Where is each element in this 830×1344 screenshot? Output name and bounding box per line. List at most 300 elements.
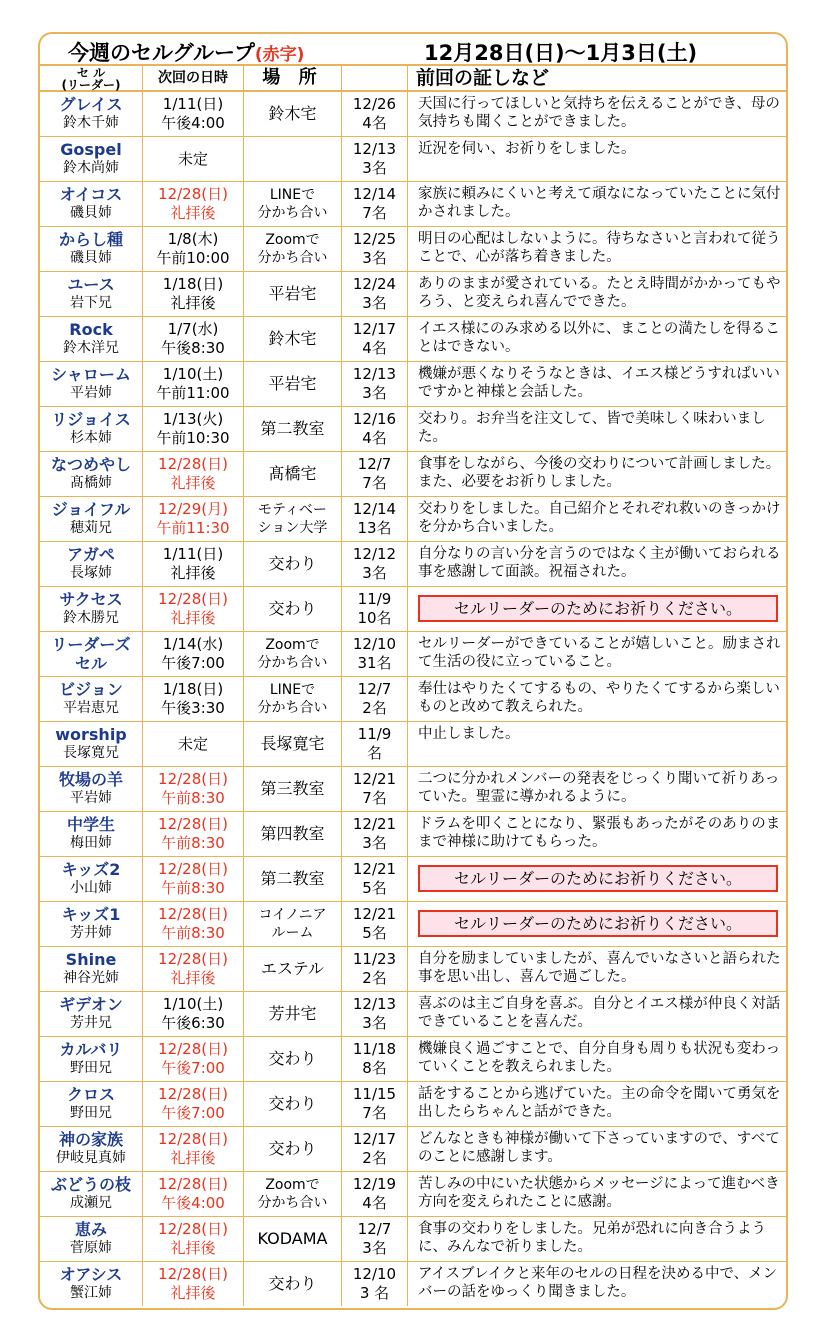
table-row <box>40 452 786 497</box>
last-meeting-cell <box>342 1217 408 1261</box>
group-name: Shine <box>65 950 117 969</box>
last-date: 12/21 <box>352 815 397 833</box>
next-meeting-cell <box>143 227 244 271</box>
next-time: 午前8:30 <box>161 879 225 897</box>
place: エステル <box>261 959 324 978</box>
next-meeting-cell <box>143 1262 244 1306</box>
notes-cell <box>408 182 788 226</box>
group-cell <box>40 1262 143 1306</box>
next-time: 礼拝後 <box>170 1149 216 1167</box>
table-row <box>40 992 786 1037</box>
last-date: 11/15 <box>352 1085 397 1103</box>
table-row <box>40 1262 786 1307</box>
last-date: 12/10 <box>352 1265 397 1283</box>
next-meeting-cell <box>143 812 244 856</box>
last-meeting-cell <box>342 902 408 946</box>
next-date: 1/13(火) <box>162 410 224 428</box>
group-cell <box>40 1127 143 1171</box>
last-meeting-cell <box>342 317 408 361</box>
group-name: アガペ <box>67 545 115 564</box>
place-line1: LINEで <box>269 682 316 698</box>
group-cell <box>40 497 143 541</box>
testimony-note: 食事をしながら、今後の交わりについて計画しました。また、必要をお祈りしました。 <box>418 456 781 490</box>
group-cell <box>40 182 143 226</box>
table-row <box>40 362 786 407</box>
header-cell-leader: セ ル (リーダー) <box>40 66 143 90</box>
place-cell <box>244 767 342 811</box>
place-cell <box>244 497 342 541</box>
last-meeting-cell <box>342 812 408 856</box>
next-date: 12/28(日) <box>158 815 228 833</box>
next-time: 午前11:30 <box>156 519 230 537</box>
place: KODAMA <box>257 1229 328 1248</box>
table-row <box>40 857 786 902</box>
last-meeting-cell <box>342 677 408 721</box>
notes-cell <box>408 542 788 586</box>
group-cell <box>40 362 143 406</box>
last-meeting-cell <box>342 227 408 271</box>
table-row <box>40 182 786 227</box>
last-attendance: 5名 <box>362 879 387 897</box>
place-line2: 分かち合い <box>257 700 328 716</box>
group-name: worship <box>55 725 127 744</box>
last-date: 12/7 <box>357 680 392 698</box>
group-cell <box>40 407 143 451</box>
last-attendance: 2名 <box>362 1149 387 1167</box>
place: 鈴木宅 <box>268 104 317 123</box>
place-line2: ルーム <box>271 925 314 941</box>
group-cell <box>40 1082 143 1126</box>
table-row <box>40 1037 786 1082</box>
group-name: ビジョン <box>59 680 123 699</box>
group-name: ぶどうの枝 <box>50 1175 131 1194</box>
testimony-note: 機嫌良く過ごすことで、自分自身も周りも状況も変わっていくことを教えられました。 <box>418 1041 781 1075</box>
last-attendance: 名 <box>366 744 382 762</box>
last-date: 11/9 <box>357 590 392 608</box>
place: 長塚寛宅 <box>260 734 325 753</box>
group-cell <box>40 542 143 586</box>
notes-cell <box>408 497 788 541</box>
next-time: 午後7:00 <box>161 1104 225 1122</box>
next-meeting-cell <box>143 767 244 811</box>
testimony-note: 奉仕はやりたくてするもの、やりたくてするから楽しいものと改めて教えられた。 <box>418 681 780 715</box>
testimony-note: どんなときも神様が働いて下さっていますので、すべてのことに感謝します。 <box>418 1131 780 1165</box>
table-row <box>40 722 786 767</box>
column-header-row <box>40 66 786 92</box>
last-meeting-cell <box>342 1082 408 1126</box>
leader-name: 芳井姉 <box>70 925 112 941</box>
last-attendance: 3名 <box>362 159 387 177</box>
next-date: 12/28(日) <box>158 1085 228 1103</box>
next-date: 12/28(日) <box>158 1265 228 1283</box>
notes-cell <box>408 272 788 316</box>
place: 第二教室 <box>260 869 325 888</box>
header-last-count <box>342 66 408 90</box>
notes-cell <box>408 317 788 361</box>
place-cell <box>244 992 342 1036</box>
page-title: 今週のセルグループ(赤字) <box>68 41 305 65</box>
place-cell <box>244 407 342 451</box>
next-meeting-cell <box>143 497 244 541</box>
next-time: 午前8:30 <box>161 924 225 942</box>
leader-name: 蟹江姉 <box>70 1285 112 1301</box>
table-row <box>40 1172 786 1217</box>
notes-cell <box>408 902 788 946</box>
last-date: 12/7 <box>357 1220 392 1238</box>
last-attendance: 2名 <box>362 699 387 717</box>
group-cell <box>40 812 143 856</box>
next-time: 礼拝後 <box>170 969 216 987</box>
next-date: 12/28(日) <box>158 590 228 608</box>
leader-name: 芳井兄 <box>70 1015 112 1031</box>
next-date: 1/14(水) <box>162 635 224 653</box>
notes-cell <box>408 1037 788 1081</box>
place: 交わり <box>268 599 317 618</box>
group-cell <box>40 1037 143 1081</box>
place: 交わり <box>268 1139 317 1158</box>
group-name: サクセス <box>59 590 123 609</box>
next-meeting-cell <box>143 902 244 946</box>
next-meeting-cell <box>143 947 244 991</box>
table-row <box>40 947 786 992</box>
place-line1: Zoomで <box>265 232 320 248</box>
table-row <box>40 542 786 587</box>
notes-cell <box>408 947 788 991</box>
next-meeting-cell <box>143 542 244 586</box>
group-name: Gospel <box>60 140 122 159</box>
last-attendance: 2名 <box>362 969 387 987</box>
group-cell <box>40 1217 143 1261</box>
last-date: 12/25 <box>352 230 397 248</box>
group-cell <box>40 902 143 946</box>
group-cell <box>40 857 143 901</box>
title-bar <box>40 34 786 66</box>
group-cell <box>40 587 143 631</box>
next-time: 午後7:00 <box>161 654 225 672</box>
next-meeting-cell <box>143 317 244 361</box>
notes-cell <box>408 587 788 631</box>
next-date: 12/28(日) <box>158 1220 228 1238</box>
next-meeting-cell <box>143 992 244 1036</box>
group-name: クロス <box>66 1085 115 1104</box>
next-date: 1/8(木) <box>167 230 219 248</box>
last-meeting-cell <box>342 497 408 541</box>
next-time: 午前8:30 <box>161 789 225 807</box>
table-row <box>40 497 786 542</box>
last-attendance: 7名 <box>362 204 387 222</box>
place-cell <box>244 722 342 766</box>
next-meeting-cell <box>143 857 244 901</box>
group-name: 神の家族 <box>58 1130 123 1149</box>
table-row <box>40 812 786 857</box>
place-cell <box>244 317 342 361</box>
next-meeting-cell <box>143 137 244 181</box>
notes-cell <box>408 1217 788 1261</box>
last-date: 12/16 <box>352 410 397 428</box>
place: 交わり <box>268 1094 317 1113</box>
leader-name: 小山姉 <box>70 880 112 896</box>
last-attendance: 4名 <box>362 114 387 132</box>
place-cell <box>244 1037 342 1081</box>
place-cell <box>244 227 342 271</box>
place: 第三教室 <box>260 779 325 798</box>
notes-cell <box>408 1127 788 1171</box>
notes-cell <box>408 407 788 451</box>
group-cell <box>40 137 143 181</box>
last-date: 12/14 <box>352 500 397 518</box>
last-attendance: 4名 <box>362 339 387 357</box>
testimony-note: 機嫌が悪くなりそうなときは、イエス様どうすればいいですかと神様と会話した。 <box>418 366 780 400</box>
next-date: 12/28(日) <box>158 1175 228 1193</box>
next-time: 午後6:30 <box>161 1014 225 1032</box>
place: 第二教室 <box>260 419 325 438</box>
place-cell <box>244 1127 342 1171</box>
prayer-request-box: セルリーダーのためにお祈りください。 <box>418 595 778 622</box>
place-cell <box>244 587 342 631</box>
next-time: 礼拝後 <box>170 294 216 312</box>
leader-name: 平岩恵兄 <box>63 700 119 716</box>
notes-cell <box>408 137 788 181</box>
last-meeting-cell <box>342 1172 408 1216</box>
place-cell <box>244 857 342 901</box>
group-name: キッズ1 <box>61 905 121 924</box>
group-name: Rock <box>69 320 113 339</box>
group-cell <box>40 317 143 361</box>
next-meeting-cell <box>143 1172 244 1216</box>
next-date: 1/11(日) <box>162 95 224 113</box>
group-name: ギデオン <box>59 995 123 1014</box>
testimony-note: 自分なりの言い分を言うのではなく主が働いておられる事を感謝して面談。祝福された。 <box>418 546 781 580</box>
last-date: 11/23 <box>352 950 397 968</box>
leader-name: 磯貝姉 <box>70 205 112 221</box>
leader-name: 伊岐見真姉 <box>56 1150 126 1166</box>
next-time: 礼拝後 <box>170 609 216 627</box>
table-row <box>40 767 786 812</box>
next-meeting-cell <box>143 92 244 136</box>
group-cell <box>40 1172 143 1216</box>
group-name: オイコス <box>59 185 123 204</box>
last-attendance: 7名 <box>362 789 387 807</box>
table-row <box>40 317 786 362</box>
last-attendance: 31名 <box>357 654 392 672</box>
next-meeting-cell <box>143 272 244 316</box>
next-meeting-cell <box>143 1082 244 1126</box>
date-range: 12月28日(日)〜1月3日(土) <box>424 41 698 65</box>
place-line1: Zoomで <box>265 637 320 653</box>
last-date: 12/13 <box>352 365 397 383</box>
next-date: 12/28(日) <box>158 770 228 788</box>
group-name: リーダーズ <box>51 635 131 654</box>
last-date: 12/17 <box>352 1130 397 1148</box>
last-meeting-cell <box>342 272 408 316</box>
testimony-note: 自分を励ましていましたが、喜んでいなさいと語られた事を思い出し、喜んで過ごした。 <box>418 951 781 985</box>
group-name: なつめやし <box>50 455 131 474</box>
leader-name: 長塚寛兄 <box>63 745 119 761</box>
next-date: 未定 <box>177 735 208 753</box>
group-name: 牧場の羊 <box>58 770 123 789</box>
next-time: 午後7:00 <box>161 1059 225 1077</box>
next-meeting-cell <box>143 632 244 676</box>
table-row <box>40 92 786 137</box>
next-time: 午前11:00 <box>156 384 230 402</box>
last-date: 12/21 <box>352 860 397 878</box>
last-attendance: 3名 <box>362 834 387 852</box>
leader-name: 髙橋姉 <box>70 475 112 491</box>
testimony-note: 明日の心配はしないように。待ちなさいと言われて従うことで、心が落ち着きました。 <box>418 231 781 265</box>
leader-name: 鈴木尚姉 <box>63 160 119 176</box>
notes-cell <box>408 992 788 1036</box>
last-date: 12/19 <box>352 1175 397 1193</box>
testimony-note: 天国に行ってほしいと気持ちを伝えることができ、母の気持ちも聞くことができました。 <box>418 96 780 130</box>
leader-name: 鈴木勝兄 <box>63 610 119 626</box>
last-meeting-cell <box>342 992 408 1036</box>
last-attendance: 4名 <box>362 1194 387 1212</box>
next-date: 12/28(日) <box>158 1040 228 1058</box>
next-time: 礼拝後 <box>170 474 216 492</box>
next-time: 午後4:00 <box>161 114 225 132</box>
testimony-note: 交わり。お弁当を注文して、皆で美味しく味わいました。 <box>418 411 766 445</box>
testimony-note: 食事の交わりをしました。兄弟が恐れに向き合うように、みんなで祈りました。 <box>418 1221 766 1255</box>
table-row <box>40 1082 786 1127</box>
header-place: 場 所 <box>244 66 342 90</box>
place-cell <box>244 677 342 721</box>
notes-cell <box>408 227 788 271</box>
testimony-note: ドラムを叩くことになり、緊張もあったがそのありのままで神様に助けてもらった。 <box>418 816 781 850</box>
leader-name: 岩下兄 <box>70 295 112 311</box>
place-cell <box>244 272 342 316</box>
last-attendance: 7名 <box>362 474 387 492</box>
group-cell <box>40 677 143 721</box>
leader-name: セル <box>74 654 107 673</box>
group-name: 中学生 <box>66 815 115 834</box>
leader-name: 鈴木洋兄 <box>63 340 119 356</box>
notes-cell <box>408 722 788 766</box>
last-date: 12/10 <box>352 635 397 653</box>
table-row <box>40 407 786 452</box>
place-cell <box>244 902 342 946</box>
next-date: 12/29(月) <box>158 500 228 518</box>
next-meeting-cell <box>143 1127 244 1171</box>
group-cell <box>40 632 143 676</box>
place: 芳井宅 <box>268 1004 317 1023</box>
last-date: 12/21 <box>352 770 397 788</box>
next-meeting-cell <box>143 362 244 406</box>
next-date: 12/28(日) <box>158 185 228 203</box>
place: 鈴木宅 <box>268 329 317 348</box>
group-name: からし種 <box>58 230 123 249</box>
next-date: 12/28(日) <box>158 905 228 923</box>
group-name: グレイス <box>59 95 123 114</box>
notes-cell <box>408 92 788 136</box>
place-cell <box>244 542 342 586</box>
place: 交わり <box>268 1049 317 1068</box>
testimony-note: アイスブレイクと来年のセルの日程を決める中で、メンバーの話をゆっくり聞きました。 <box>418 1266 778 1300</box>
last-attendance: 4名 <box>362 429 387 447</box>
group-name: ジョイフル <box>51 500 131 519</box>
last-date: 11/18 <box>352 1040 397 1058</box>
next-time: 午後8:30 <box>161 339 225 357</box>
last-attendance: 3名 <box>362 564 387 582</box>
place-cell <box>244 1217 342 1261</box>
notes-cell <box>408 1082 788 1126</box>
last-attendance: 3 名 <box>359 1284 390 1302</box>
testimony-note: セルリーダーができていることが嬉しいこと。励まされて生活の役に立っていること。 <box>418 636 781 670</box>
last-meeting-cell <box>342 407 408 451</box>
last-date: 12/21 <box>352 905 397 923</box>
notes-cell <box>408 452 788 496</box>
last-meeting-cell <box>342 587 408 631</box>
last-attendance: 13名 <box>357 519 392 537</box>
place: 髙橋宅 <box>268 464 317 483</box>
notes-cell <box>408 1262 788 1306</box>
next-meeting-cell <box>143 407 244 451</box>
next-time: 午前10:30 <box>156 429 230 447</box>
header-notes: 前回の証しなど <box>416 67 550 89</box>
testimony-note: イエス様にのみ求める以外に、まことの満たしを得ることはできない。 <box>418 321 780 355</box>
group-name: ユース <box>67 275 115 294</box>
place-cell <box>244 452 342 496</box>
next-time: 礼拝後 <box>170 1284 216 1302</box>
last-date: 12/14 <box>352 185 397 203</box>
next-meeting-cell <box>143 722 244 766</box>
last-date: 11/9 <box>357 725 392 743</box>
last-meeting-cell <box>342 362 408 406</box>
place-cell <box>244 812 342 856</box>
place: 平岩宅 <box>268 374 317 393</box>
last-attendance: 3名 <box>362 384 387 402</box>
notes-cell <box>408 362 788 406</box>
leader-name: 野田兄 <box>70 1105 112 1121</box>
group-cell <box>40 272 143 316</box>
notes-cell <box>408 857 788 901</box>
last-meeting-cell <box>342 1127 408 1171</box>
next-meeting-cell <box>143 452 244 496</box>
testimony-note: 話をすることから逃げていた。主の命令を聞いて勇気を出したらちゃんと話ができた。 <box>418 1086 781 1120</box>
place-cell <box>244 362 342 406</box>
last-meeting-cell <box>342 857 408 901</box>
next-date: 12/28(日) <box>158 455 228 473</box>
last-attendance: 3名 <box>362 1014 387 1032</box>
last-date: 12/7 <box>357 455 392 473</box>
last-attendance: 3名 <box>362 249 387 267</box>
notes-cell <box>408 677 788 721</box>
next-date: 1/11(日) <box>162 545 224 563</box>
table-row <box>40 272 786 317</box>
next-time: 礼拝後 <box>170 204 216 222</box>
group-cell <box>40 722 143 766</box>
last-meeting-cell <box>342 92 408 136</box>
leader-name: 梅田姉 <box>70 835 112 851</box>
table-row <box>40 1127 786 1172</box>
next-time: 午後4:00 <box>161 1194 225 1212</box>
leader-name: 磯貝姉 <box>70 250 112 266</box>
testimony-note: 喜ぶのは主ご自身を喜ぶ。自分とイエス様が仲良く対話できていることを喜んだ。 <box>418 996 781 1030</box>
table-row <box>40 227 786 272</box>
title-red-note: (赤字) <box>254 45 305 65</box>
next-meeting-cell <box>143 1217 244 1261</box>
place-cell <box>244 1262 342 1306</box>
table-row <box>40 587 786 632</box>
notes-cell <box>408 1172 788 1216</box>
group-cell <box>40 452 143 496</box>
place-cell <box>244 1082 342 1126</box>
header-next-time: 次回の日時 <box>143 66 244 90</box>
next-date: 1/10(土) <box>162 995 224 1013</box>
place-cell <box>244 92 342 136</box>
place: 平岩宅 <box>268 284 317 303</box>
last-meeting-cell <box>342 947 408 991</box>
last-attendance: 10名 <box>357 609 392 627</box>
